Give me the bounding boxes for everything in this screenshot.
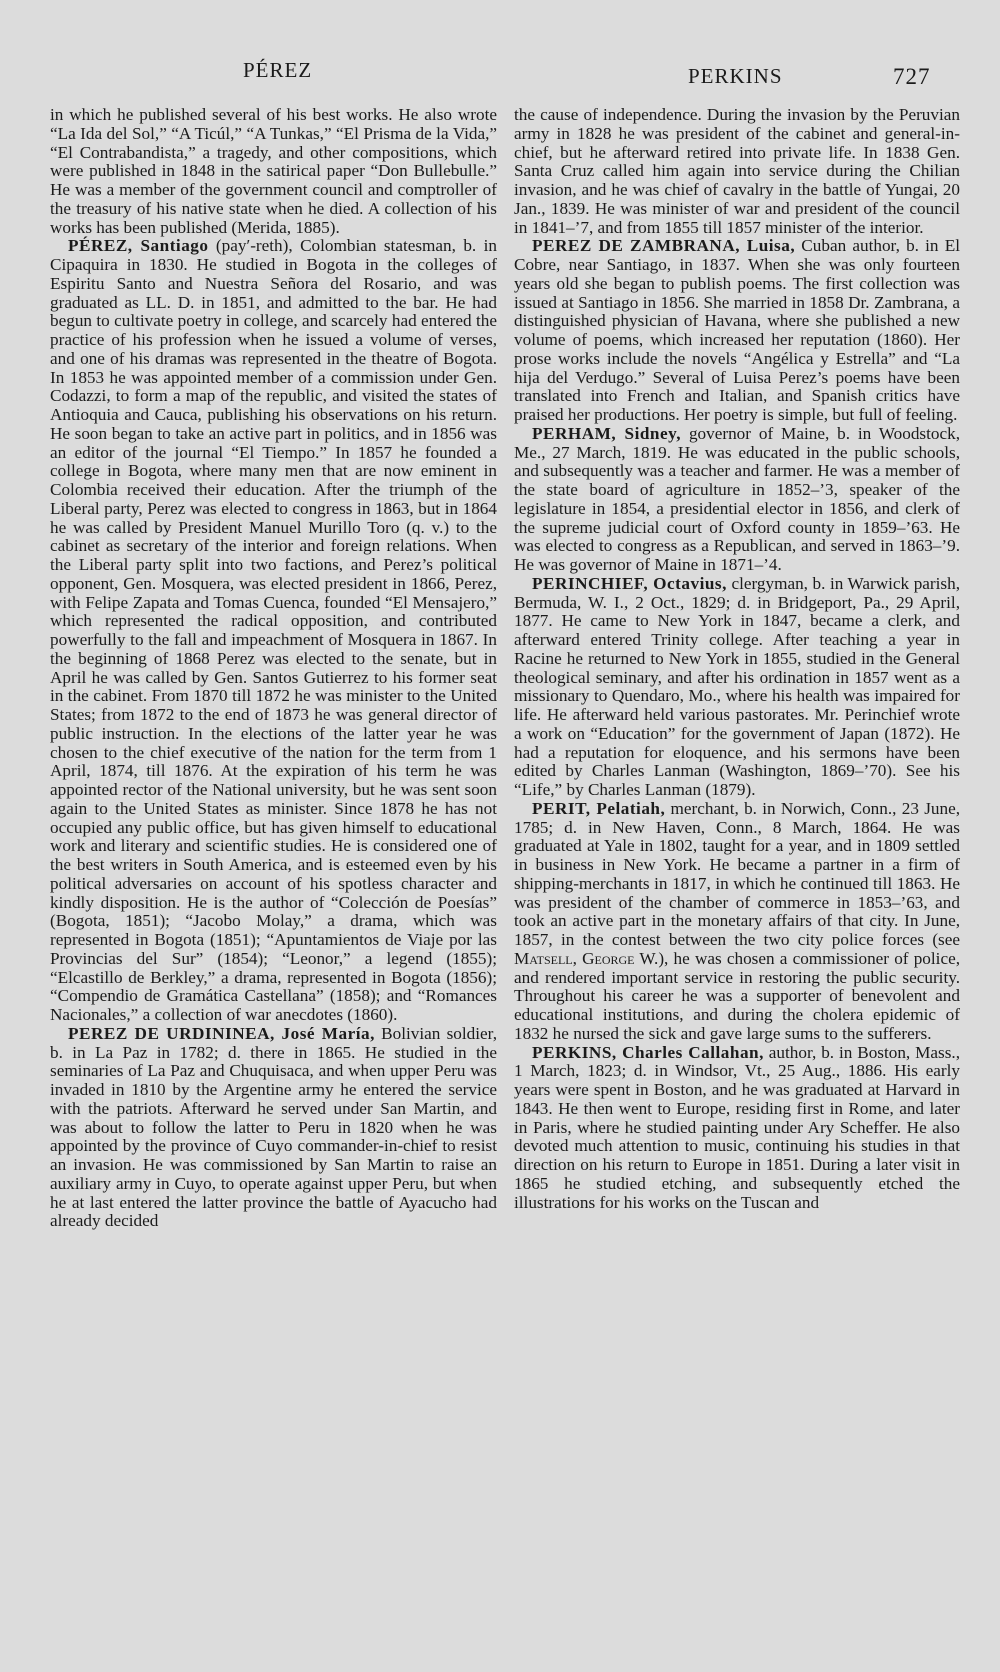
entry-headword: PÉREZ, Santiago: [68, 236, 209, 256]
entry-text: (pay′-reth), Colombian statesman, b. in Cipaquira in 1830. He studied in Bogota in the colleges of Espiritu Santo and Nuestra Señora del Rosario, and was graduated as LL. D. in 1851, and admitted to the bar. He had begun to cultivate poetry in college, and scarcely had entered the practice of his profession when he issued a volume of verses, and one of his dramas was represented in the theatre of Bogota. In 1853 he was appointed member of a commission under Gen. Codazzi, to form a map of the republic, and visited the states of Antioquia and Cauca, publishing his observations on his return. He soon began to take an active part in politics, and in 1856 was an editor of the journal “El Tiempo.” In 1857 he founded a college in Bogota, where many men that are now eminent in Colombia received their education. After the triumph of the Liberal party, Perez was elected to congress in 1863, but in 1864 he was called by President Manuel Murillo Toro (q. v.) to the cabinet as secretary of the interior and foreign relations. When the Liberal party split into two factions, and Perez’s political opponent, Gen. Mosquera, was elected president in 1866, Perez, with Felipe Zapata and Tomas Cuenca, founded “El Mensajero,” which represented the radical opposition, and contributed powerfully to the fall and impeachment of Mosquera in 1867. In the beginning of 1868 Perez was elected to the senate, but in April he was called by Gen. Santos Gutierrez to his former seat in the cabinet. From 1870 till 1872 he was minister to the United States; from 1872 to the end of 1873 he was general director of public instruction. In the elections of the latter year he was chosen to the chief executive of the nation for the term from 1 April, 1874, till 1876. At the expiration of his term he was appointed rector of the National university, but he was sent soon again to the United States as minister. Since 1878 he has not occupied any public office, but has given himself to educational work and literary and scientific studies. He is considered one of the best writers in South America, and is esteemed even by his political adversaries on account of his spotless character and kindly disposition. He is the author of “Colección de Poesías” (Bogota, 1851); “Jacobo Molay,” a drama, which was represented in Bogota (1851); “Apuntamientos de Viaje por las Provincias del Sur” (1854); “Leonor,” a legend (1855); “Elcastillo de Berkley,” a drama, represented in Bogota (1856); “Compendio de Gramática Castellana” (1858); and “Romances Nacionales,” a collection of war anecdotes (1860).: [50, 236, 497, 1024]
entry-text: Bolivian soldier, b. in La Paz in 1782; d. there in 1865. He studied in the seminaries of La Paz and Chuquisaca, and when upper Peru was invaded in 1810 by the Argentine army he entered the service with the patriots. Afterward he served under San Martin, and was about to follow the latter to Peru in 1820 when he was appointed by the province of Cuyo commander-in-chief to resist an invasion. He was commissioned by San Martin to raise an auxiliary army in Cuyo, to operate against upper Peru, but when he at last entered the latter province the battle of Ayacucho had already decided: [50, 1023, 497, 1231]
entry-text: ), he was chosen a commissioner of police, and rendered important service in restoring the public security. Throughout his career he was a supporter of benevolent and educational institutions, and during the cholera epidemic of 1832 he nursed the sick and gave large sums to the sufferers.: [514, 948, 960, 1043]
entry-text: merchant, b. in Norwich, Conn., 23 June, 1785; d. in New Haven, Conn., 8 March, 1864. He was graduated at Yale in 1802, taught for a year, and in 1809 settled in business in New York. He became a partner in a firm of shipping-merchants in 1817, in which he continued till 1863. He was president of the chamber of commerce in 1853–’63, and took an active part in the monetary affairs of that city. In June, 1857, in the contest between the two city police forces (see: [514, 798, 960, 949]
entry-headword: PERIT, Pelatiah,: [532, 798, 666, 818]
continued-paragraph: the cause of independence. During the invasion by the Peruvian army in 1828 he was president of the cabinet and general-in-chief, but he afterward retired into private life. In 1838 Gen. Santa Cruz called him again into service during the Chilian invasion, and he was chief of cavalry in the battle of Yungai, 20 Jan., 1839. He was minister of war and president of the council in 1841–’7, and from 1855 till 1857 minister of the interior.: [514, 105, 960, 237]
entry-headword: PEREZ DE URDININEA, José María,: [68, 1023, 375, 1043]
header-right-title: PERKINS: [688, 64, 783, 88]
entry-perez-de-urdininea: [50, 1025, 497, 1231]
entry-perit: [514, 800, 960, 1044]
entry-headword: PEREZ DE ZAMBRANA, Luisa,: [532, 236, 796, 256]
entry-text: author, b. in Boston, Mass., 1 March, 1823; d. in Windsor, Vt., 25 Aug., 1886. His early years were spent in Boston, and he was graduated at Harvard in 1843. He then went to Europe, residing first in Rome, and later in Paris, where he studied painting under Ary Scheffer. He also devoted much attention to music, continuing his studies in that direction on his return to Europe in 1851. During a later visit in 1865 he studied etching, and subsequently etched the illustrations for his works on the Tuscan and: [514, 1042, 960, 1212]
entry-text: Cuban author, b. in El Cobre, near Santiago, in 1837. When she was only fourteen years old she began to publish poems. The first collection was issued at Santiago in 1856. She married in 1858 Dr. Zambrana, a distinguished physician of Havana, where she published a new volume of poems, which increased her reputation (1860). Her prose works include the novels “Angélica y Estrella” and “La hija del Verdugo.” Several of Luisa Perez’s poems have been translated into French and Italian, and Spanish critics have praised her productions. Her poetry is simple, but full of feeling.: [514, 236, 960, 424]
entry-perkins: [514, 1044, 960, 1213]
header-left-title: PÉREZ: [243, 58, 313, 82]
continued-paragraph: in which he published several of his best works. He also wrote “La Ida del Sol,” “A Ticúl,” “A Tunkas,” “El Prisma de la Vida,” “El Contrabandista,” a tragedy, and other compositions, which were published in 1848 in the satirical paper “Don Bullebulle.” He was a member of the government council and comptroller of the treasury of his native state when he died. A collection of his works has been published (Merida, 1885).: [50, 105, 497, 237]
entry-headword: PERKINS, Charles Callahan,: [532, 1042, 764, 1062]
entry-perham: [514, 425, 960, 575]
left-column: [50, 106, 497, 1231]
entry-headword: PERHAM, Sidney,: [532, 423, 682, 443]
entry-headword: PERINCHIEF, Octavius,: [532, 573, 727, 593]
cross-reference: Matsell, George W.: [514, 948, 659, 968]
entry-perinchief: [514, 575, 960, 800]
entry-perez-santiago: [50, 237, 497, 1025]
page-number: 727: [893, 64, 931, 89]
entry-text: governor of Maine, b. in Woodstock, Me., 27 March, 1819. He was educated in the public schools, and subsequently was a teacher and farmer. He was a member of the state board of agriculture in 1852–’3, speaker of the legislature in 1854, a presidential elector in 1856, and clerk of the supreme judicial court of Oxford county in 1859–’63. He was elected to congress as a Republican, and served in 1863–’9. He was governor of Maine in 1871–’4.: [514, 423, 960, 574]
entry-perez-de-zambrana: [514, 237, 960, 425]
right-column: [514, 106, 960, 1212]
running-header: [0, 50, 1000, 90]
entry-text: clergyman, b. in Warwick parish, Bermuda, W. I., 2 Oct., 1829; d. in Bridgeport, Pa., 29 April, 1877. He came to New York in 1847, became a clerk, and afterward entered Trinity college. After teaching a year in Racine he returned to New York in 1855, studied in the General theological seminary, and after his ordination in 1857 went as a missionary to Quendaro, Mo., where his health was impaired for life. He afterward held various pastorates. Mr. Perinchief wrote a work on “Education” for the government of Japan (1872). He had a reputation for eloquence, and his sermons have been edited by Charles Lanman (Washington, 1869–’70). See his “Life,” by Charles Lanman (1879).: [514, 573, 960, 799]
